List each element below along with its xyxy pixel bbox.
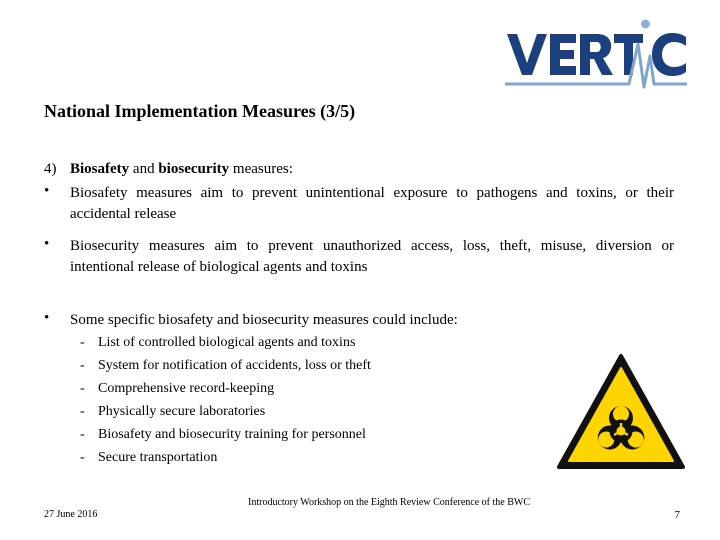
list-item: - Comprehensive record-keeping [80,381,275,396]
list-item: - Secure transportation [80,450,218,465]
list-item: - System for notification of accidents, loss or theft [80,358,371,373]
intro-number: 4) [44,161,57,177]
bullet-biosafety: Biosafety measures aim to prevent unintentional exposure to pathogens and toxins, or their accidental release [70,185,674,222]
biohazard-warning-icon [556,353,686,471]
bullet-marker: • [44,183,50,199]
bullet-biosecurity: Biosecurity measures aim to prevent unauthorized access, loss, theft, misuse, diversion or intentional release of biological agents and toxins [70,238,674,275]
bullet-specific-measures: Some specific biosafety and biosecurity measures could include: [70,312,458,328]
footer-date: 27 June 2016 [44,509,98,520]
slide-title: National Implementation Measures (3/5) [44,101,356,121]
page-number: 7 [674,509,680,521]
list-item: - Physically secure laboratories [80,404,266,419]
measures-sublist [80,331,371,469]
bullet-marker: • [44,236,50,252]
list-item: - Biosafety and biosecurity training for personnel [80,427,366,442]
bullet-marker: • [44,310,50,326]
list-item: - List of controlled biological agents and toxins [80,335,356,350]
intro-text: Biosafety and biosecurity measures: [70,161,293,177]
vertic-logo [505,18,687,90]
footer-workshop-title: Introductory Workshop on the Eighth Review Conference of the BWC [248,497,531,508]
